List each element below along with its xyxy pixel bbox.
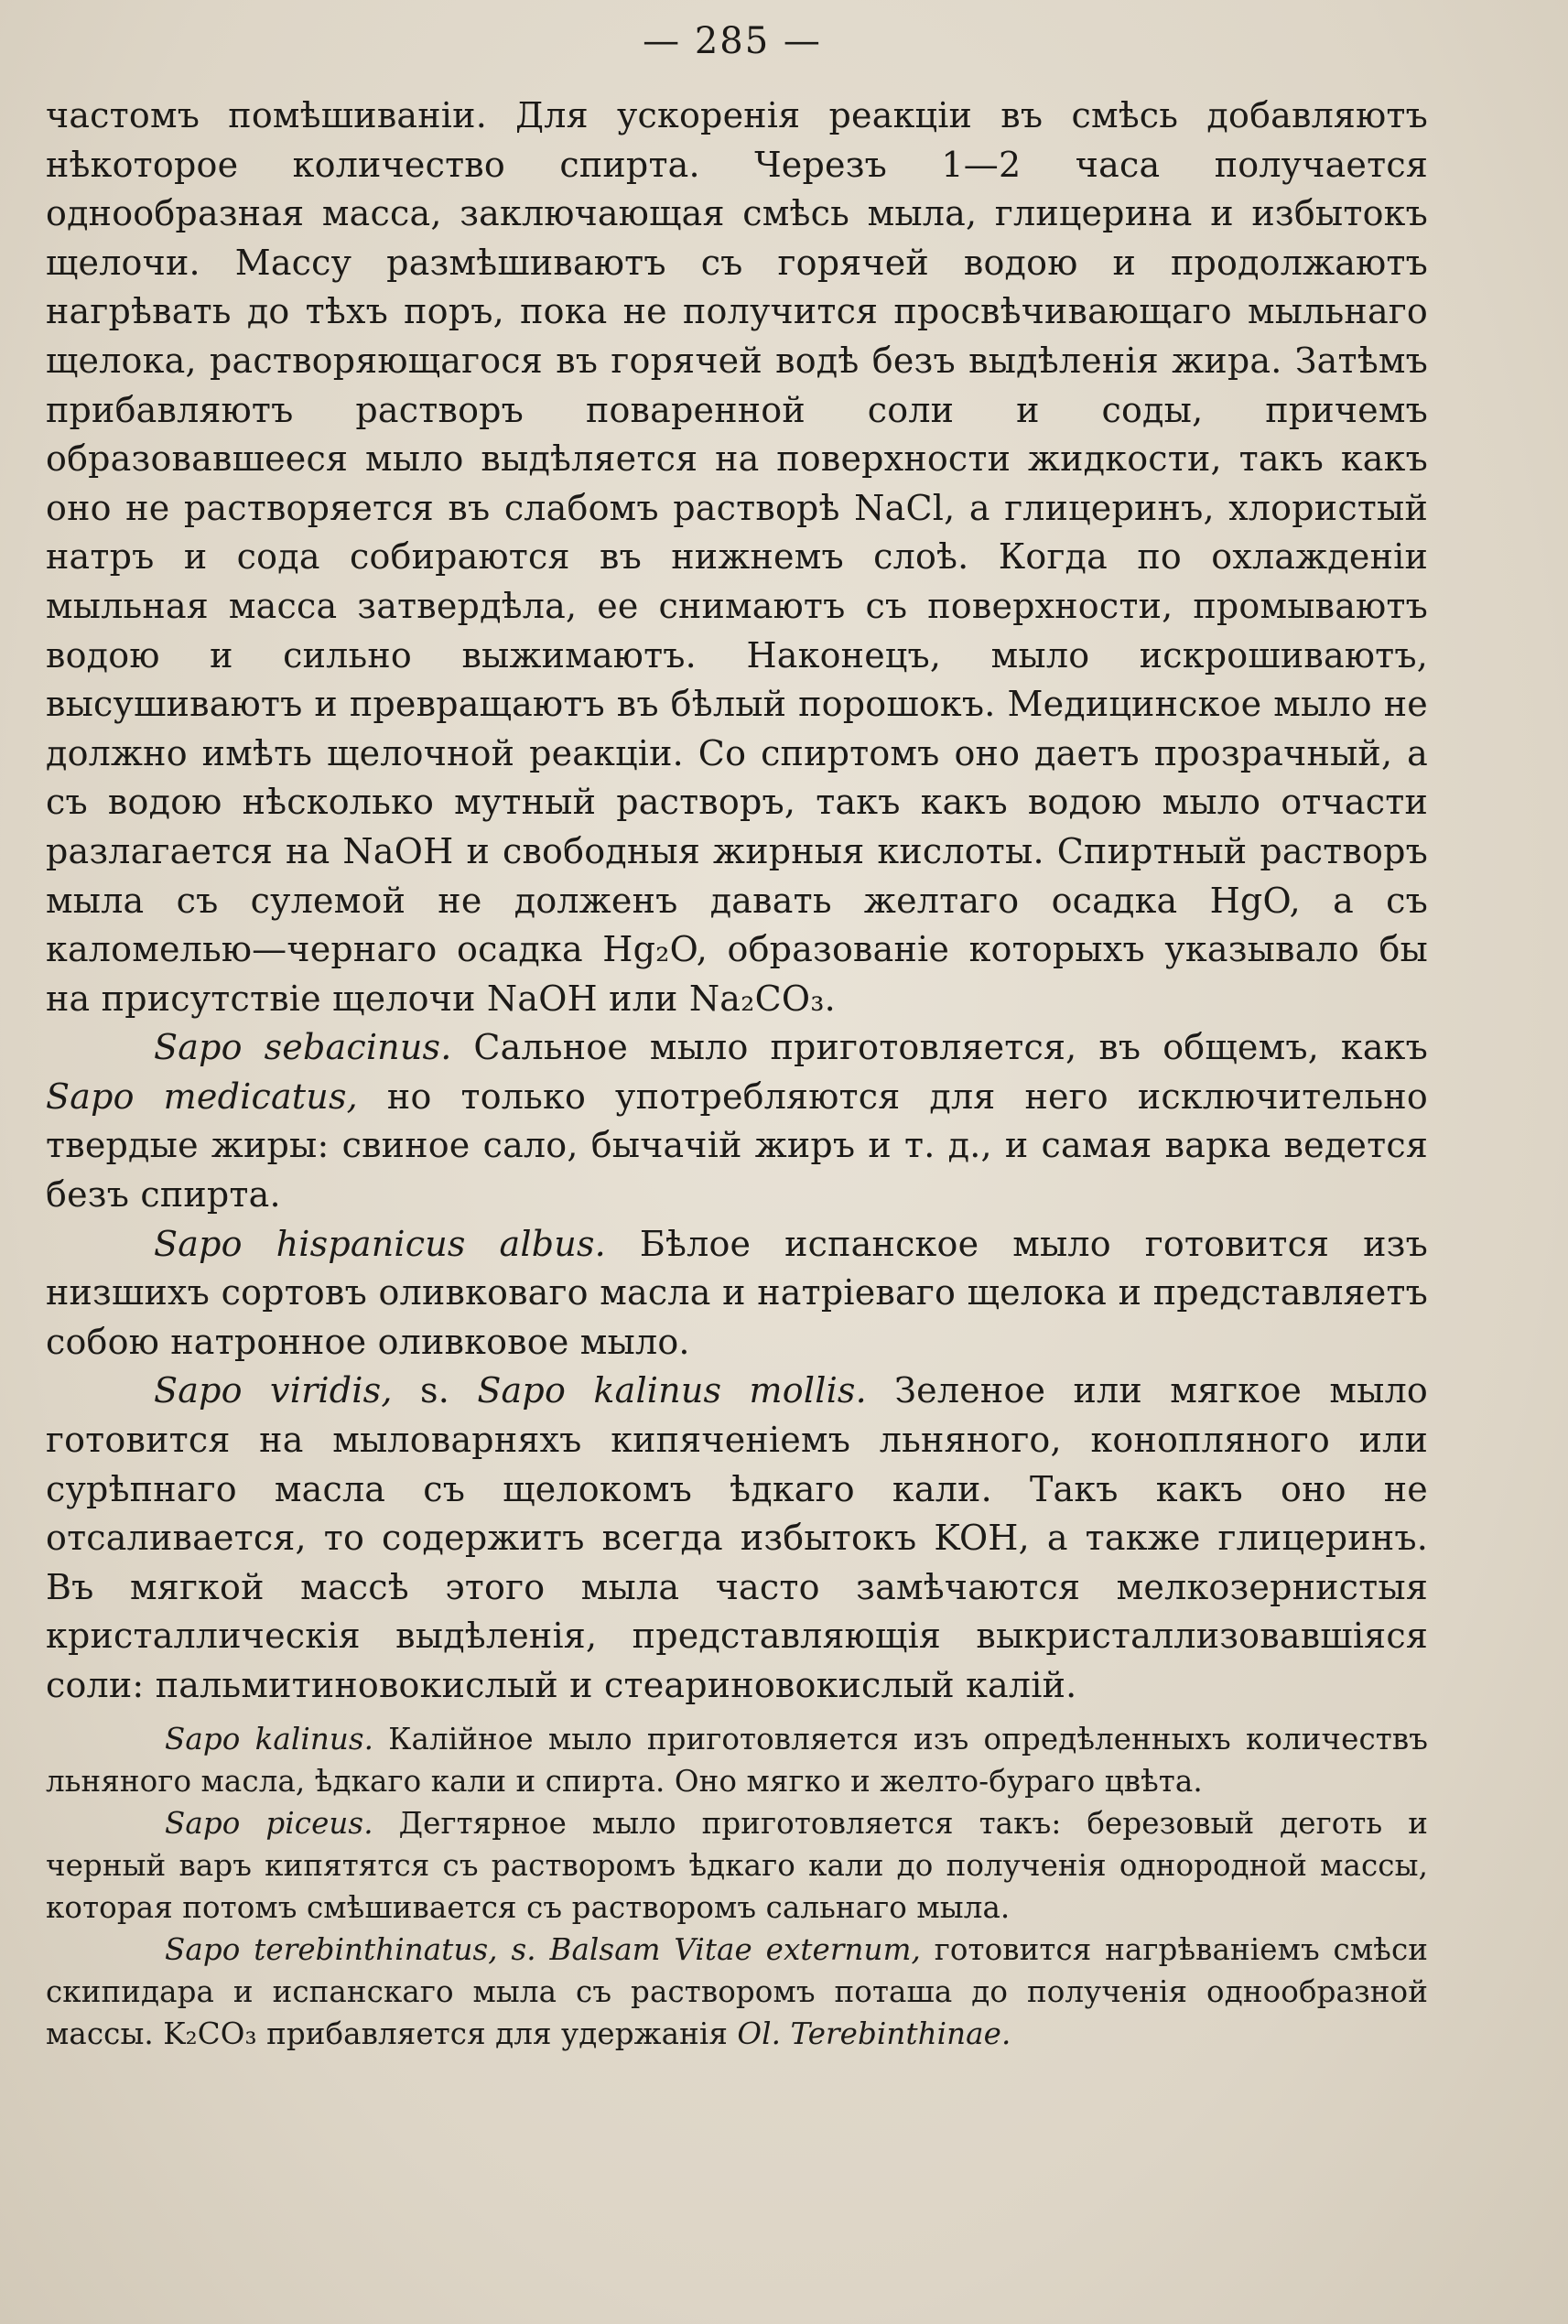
text-run: но только употребляются для него исключительно твердые жиры: свиное сало, бычачій жиръ и т. д., и самая варка ведется безъ спирта. bbox=[46, 1076, 1429, 1216]
paragraph-soap-preparation bbox=[46, 92, 1428, 1023]
text-run: частомъ помѣшиваніи. Для ускоренія реакціи въ смѣсь добавляютъ нѣкоторое количество спирта. Черезъ 1—2 часа получается однообразная масса, заключающая смѣсь мыла, глицерина и избытокъ щелочи. Массу размѣшиваютъ съ горячей водою и продолжаютъ нагрѣвать до тѣхъ поръ, пока не получится просвѣчивающаго мыльнаго щелока, растворяющагося въ горячей водѣ безъ выдѣленія жира. Затѣмъ прибавляютъ растворъ поваренной соли и соды, причемъ образовавшееся мыло выдѣляется на поверхности жидкости, такъ какъ оно не растворяется въ слабомъ растворѣ NaCl, а глицеринъ, хлористый натръ и сода собираются въ нижнемъ слоѣ. Когда по охлажденіи мыльная масса затвердѣла, ее снимаютъ съ поверхности, промываютъ водою и сильно выжимаютъ. Наконецъ, мыло искрошиваютъ, высушиваютъ и превращаютъ въ бѣлый порошокъ. Медицинское мыло не должно имѣть щелочной реакціи. Со спиртомъ оно даетъ прозрачный, а съ водою нѣсколько мутный растворъ, такъ какъ водою мыло отчасти разлагается на NaOH и свободныя жирныя кислоты. Спиртный растворъ мыла съ сулемой не долженъ давать желтаго осадка HgO, а съ каломелью—чернаго осадка Hg₂O, образованіе которыхъ указывало бы на присутствіе щелочи NaOH или Na₂CO₃. bbox=[46, 95, 1428, 1019]
text-run: Бѣлое испанское мыло готовится изъ низшихъ сортовъ оливковаго масла и натріеваго щелока и представляетъ собою натронное оливковое мыло. bbox=[46, 1223, 1428, 1362]
latin-term: Sapo medicatus, bbox=[46, 1076, 358, 1117]
text-run: Дегтярное мыло приготовляется такъ: березовый деготь и черный варъ кипятятся съ растворомъ ѣдкаго кали до полученія однородной массы, которая потомъ смѣшивается съ растворомъ сальнаго мыла. bbox=[46, 1805, 1428, 1925]
body-text bbox=[46, 92, 1428, 2055]
text-run: Калійное мыло приготовляется изъ опредѣленныхъ количествъ льняного масла, ѣдкаго кали и спирта. Оно мягко и желто-бураго цвѣта. bbox=[46, 1721, 1429, 1799]
paragraph-sapo-kalinus bbox=[46, 1718, 1428, 1802]
paragraph-sapo-viridis bbox=[46, 1367, 1428, 1710]
paragraph-sapo-hispanicus bbox=[46, 1220, 1428, 1367]
latin-term: Sapo hispanicus albus. bbox=[154, 1223, 606, 1264]
page-number: — 285 — bbox=[643, 20, 822, 62]
latin-term: Sapo viridis, bbox=[154, 1370, 393, 1411]
latin-term: Sapo piceus. bbox=[165, 1805, 373, 1841]
latin-term: Sapo sebacinus. bbox=[154, 1027, 452, 1068]
text-run: Сальное мыло приготовляется, въ общемъ, какъ bbox=[451, 1027, 1428, 1068]
text-run: Зеленое или мягкое мыло готовится на мыловарняхъ кипяченіемъ льняного, конопляного или сурѣпнаго масла съ щелокомъ ѣдкаго кали. Такъ какъ оно не отсаливается, то содержитъ всегда избытокъ KOH, а также глицеринъ. Въ мягкой массѣ этого мыла часто замѣчаются мелкозернистыя кристаллическія выдѣленія, представляющія выкристаллизовавшіяся соли: пальмитиновокислый и стеариновокислый калій. bbox=[46, 1370, 1428, 1705]
paragraph-sapo-sebacinus bbox=[46, 1023, 1428, 1219]
latin-term: Sapo terebinthinatus, s. Balsam Vitae externum, bbox=[165, 1931, 921, 1967]
latin-term: Sapo kalinus. bbox=[165, 1721, 374, 1757]
latin-term: Sapo kalinus mollis. bbox=[477, 1370, 867, 1411]
paragraph-sapo-piceus bbox=[46, 1802, 1428, 1929]
text-run: s. bbox=[392, 1370, 478, 1411]
text-run: готовится нагрѣваніемъ смѣси скипидара и испанскаго мыла съ растворомъ поташа до полученія однообразной массы. K₂CO₃ прибавляется для удержанія bbox=[46, 1931, 1429, 2051]
paragraph-sapo-terebinthinatus bbox=[46, 1929, 1428, 2055]
latin-term: Ol. Terebinthinae. bbox=[737, 2016, 1011, 2051]
spacer bbox=[46, 1711, 1428, 1718]
